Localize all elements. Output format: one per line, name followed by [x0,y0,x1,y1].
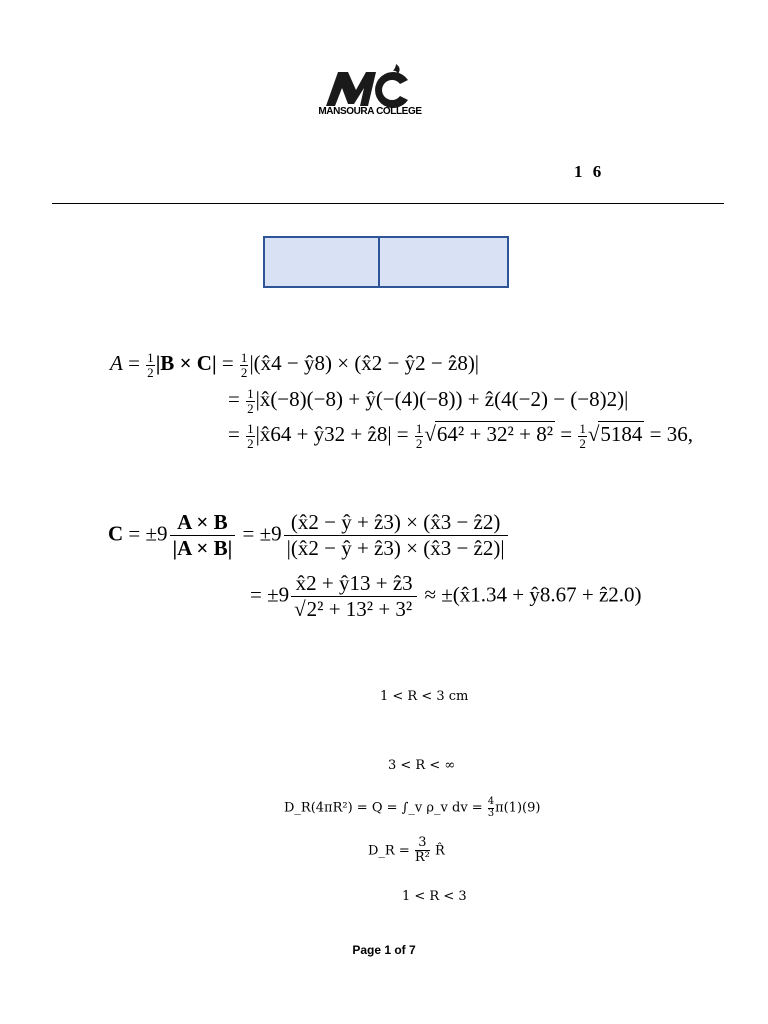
area-components: |x̂(−8)(−8) + ŷ(−(4)(−8)) + ẑ(4(−2) − (−8)2)| [255,386,629,411]
half-fraction: $\frac{1}{2}$ [247,421,254,451]
region-2-range: 3 < R < ∞ [388,758,456,773]
dr-fraction: $\frac{3}{\text{R²}}$ [414,835,430,866]
region-1-range: 1 < R < 3 cm [380,689,469,704]
area-equation-line-1: A = $\frac{1}{2}$ |B × C| = $\frac{1}{2}$ |(x̂4 − ŷ8) × (x̂2 − ŷ2 − ẑ8)| [110,350,480,380]
unit-vector-equation-line-1: C = ±9 $\frac{A \times B}{|A \times B|}$ = ±9 $\frac{\text{(x̂2 − ŷ + ẑ3) × (x̂3 − ẑ2)}}{\text{|(x̂2 − ŷ + ẑ3) × (x̂3 − ẑ2)|}}$ [108,510,510,561]
area-equation-line-2: = $\frac{1}{2}$ |x̂(−8)(−8) + ŷ(−(4)(−8)) + ẑ(4(−2) − (−8)2)| [228,386,629,416]
logo-caption: MANSOURA COLLEGE [318,106,422,117]
coef: ±9 [145,521,168,546]
coef: ±9 [259,521,282,546]
cross-product: |B × C| [155,350,217,375]
area-vector: |x̂64 + ŷ32 + ẑ8| [255,421,392,446]
sqrt-value: 5184 [600,421,643,446]
page-number: Page 1 of 7 [352,943,416,957]
area-result: 36, [666,421,693,446]
unit-vector-equation-line-2: = ±9 $\frac{\text{x̂2 + ŷ13 + ẑ3}}{\text{√2² + 13² + 3²}}$ ≈ ±(x̂1.34 + ŷ8.67 + ẑ2.0) [250,571,642,621]
region-3-range: 1 < R < 3 [402,889,467,904]
fraction-expanded: $\frac{\text{(x̂2 − ŷ + ẑ3) × (x̂3 − ẑ2)}}{\text{|(x̂2 − ŷ + ẑ3) × (x̂3 − ẑ2)|}}$ [284,510,508,561]
gauss-law-equation: D_R(4πR²) = Q = ∫_v ρ_v dv = $\frac{4}{3}$ π(1)(9) [284,796,541,819]
c-lhs: C [108,521,124,546]
four-thirds-fraction: $\frac{4}{3}$ [487,796,495,819]
dr-equation: D_R = $\frac{3}{\text{R²}}$ R̂ [368,835,445,866]
area-equation-line-3: = $\frac{1}{2}$ |x̂64 + ŷ32 + ẑ8| = $\frac{1}{2}$ √64² + 32² + 8² = $\frac{1}{2}$ √5184 = 36, [228,421,693,451]
logo-c-shape [375,72,408,108]
info-table [263,236,509,288]
header-divider [52,203,724,204]
fraction-normalized: $\frac{\text{x̂2 + ŷ13 + ẑ3}}{\text{√2² + 13² + 3²}}$ [291,571,417,622]
half-fraction: $\frac{1}{2}$ [247,386,254,416]
header-numbers: 1 6 [574,162,602,181]
area-expansion: |(x̂4 − ŷ8) × (x̂2 − ŷ2 − ẑ8)| [249,350,480,375]
sqrt-sum: 64² + 32² + 8² [436,421,553,446]
info-table-cell-2 [380,238,507,286]
fraction-axb: $\frac{A \times B}{|A \times B|}$ [170,510,236,561]
half-fraction: $\frac{1}{2}$ [147,350,154,380]
area-lhs: A [110,350,123,375]
half-fraction: $\frac{1}{2}$ [240,350,248,380]
info-table-cell-1 [265,238,380,286]
half-fraction: $\frac{1}{2}$ [579,421,586,451]
coef: ±9 [267,582,290,607]
logo-m-shape [326,72,376,106]
approx-result: ≈ ±(x̂1.34 + ŷ8.67 + ẑ2.0) [424,582,642,607]
half-fraction: $\frac{1}{2}$ [415,421,423,451]
